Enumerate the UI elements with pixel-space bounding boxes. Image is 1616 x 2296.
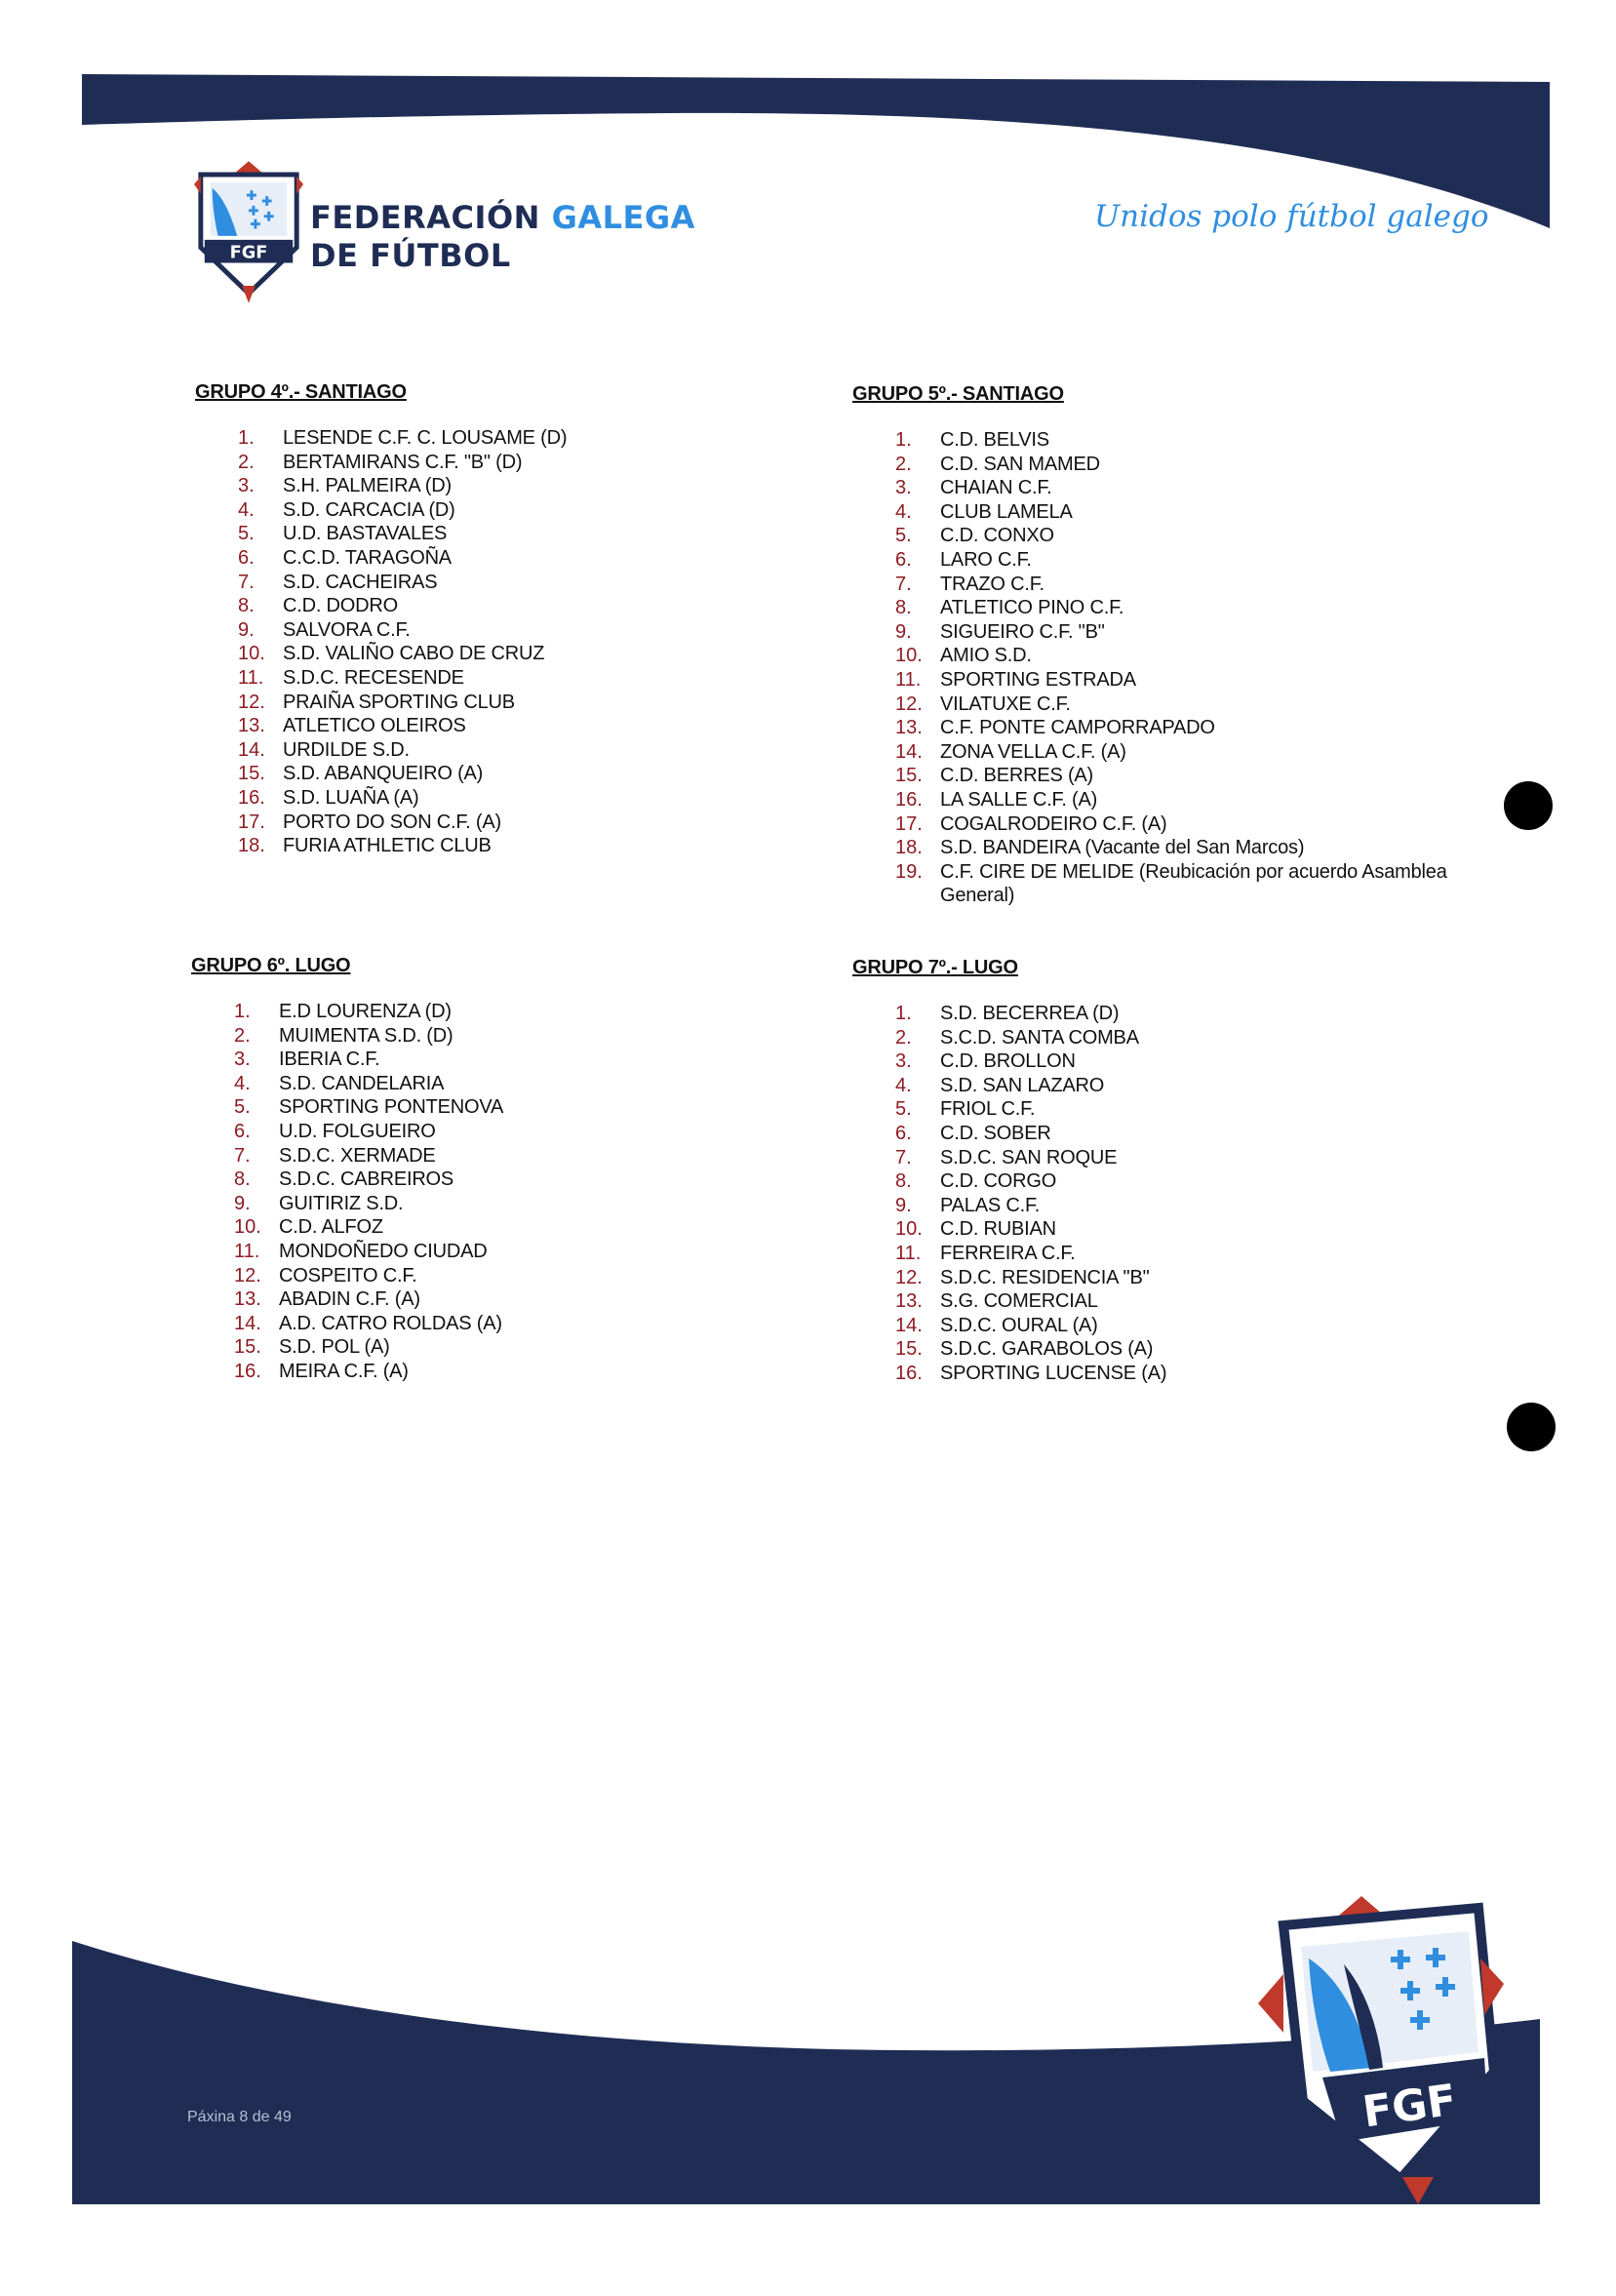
team-number: 13. bbox=[234, 1288, 261, 1311]
team-name: TRAZO C.F. bbox=[940, 573, 1044, 595]
team-number: 5. bbox=[234, 1096, 251, 1119]
team-item bbox=[895, 860, 1457, 908]
team-item bbox=[895, 1074, 1457, 1098]
team-item bbox=[238, 546, 800, 571]
team-name: SPORTING ESTRADA bbox=[940, 668, 1136, 691]
team-item bbox=[234, 1335, 796, 1360]
team-item bbox=[238, 714, 800, 738]
team-number: 4. bbox=[895, 500, 912, 523]
team-name: S.D. CACHEIRAS bbox=[283, 571, 438, 593]
team-item bbox=[895, 836, 1457, 860]
team-item bbox=[234, 1095, 796, 1120]
team-item bbox=[895, 764, 1457, 788]
team-name: S.G. COMERCIAL bbox=[940, 1290, 1098, 1313]
team-item bbox=[895, 1337, 1457, 1362]
team-name: S.D. BECERREA (D) bbox=[940, 1003, 1120, 1024]
team-number: 4. bbox=[895, 1074, 912, 1096]
team-name: FERREIRA C.F. bbox=[940, 1242, 1076, 1264]
team-number: 8. bbox=[234, 1168, 251, 1191]
team-item bbox=[238, 451, 800, 475]
team-item bbox=[895, 1217, 1457, 1242]
team-name: MUIMENTA S.D. (D) bbox=[279, 1024, 453, 1047]
team-item bbox=[895, 620, 1457, 645]
team-name: SALVORA C.F. bbox=[283, 618, 411, 641]
team-number: 6. bbox=[895, 548, 912, 571]
team-item bbox=[234, 1192, 796, 1216]
team-number: 4. bbox=[238, 498, 255, 521]
group-5-santiago bbox=[852, 383, 1457, 908]
team-number: 16. bbox=[895, 1362, 923, 1384]
team-item bbox=[895, 1122, 1457, 1146]
team-name: FRIOL C.F. bbox=[940, 1098, 1036, 1121]
team-number: 13. bbox=[238, 715, 265, 737]
team-number: 9. bbox=[895, 620, 912, 643]
team-name: GUITIRIZ S.D. bbox=[279, 1192, 404, 1214]
team-name: E.D LOURENZA (D) bbox=[279, 1001, 452, 1022]
team-item bbox=[895, 573, 1457, 597]
team-name: U.D. FOLGUEIRO bbox=[279, 1120, 436, 1142]
team-number: 2. bbox=[895, 1026, 912, 1049]
team-item bbox=[895, 1362, 1457, 1386]
team-item bbox=[895, 1194, 1457, 1218]
team-number: 3. bbox=[895, 1050, 912, 1073]
team-name: S.D. VALIÑO CABO DE CRUZ bbox=[283, 643, 545, 665]
team-item bbox=[238, 498, 800, 523]
team-item bbox=[238, 571, 800, 595]
team-item bbox=[238, 786, 800, 811]
team-name: ATLETICO PINO C.F. bbox=[940, 597, 1124, 619]
team-number: 16. bbox=[895, 788, 923, 811]
team-item bbox=[238, 691, 800, 715]
team-name: C.D. CORGO bbox=[940, 1170, 1057, 1193]
team-name: ATLETICO OLEIROS bbox=[283, 715, 466, 737]
team-item bbox=[234, 1240, 796, 1264]
tagline: Unidos polo fútbol galego bbox=[1094, 199, 1489, 234]
team-number: 8. bbox=[895, 597, 912, 619]
team-item bbox=[895, 644, 1457, 668]
team-number: 1. bbox=[895, 429, 912, 451]
team-number: 14. bbox=[895, 1314, 923, 1336]
team-number: 12. bbox=[895, 693, 923, 715]
team-number: 11. bbox=[895, 1242, 922, 1264]
team-name: LESENDE C.F. C. LOUSAME (D) bbox=[283, 427, 568, 449]
team-item bbox=[895, 693, 1457, 717]
team-number: 3. bbox=[895, 477, 912, 499]
team-name: S.D.C. SAN ROQUE bbox=[940, 1146, 1118, 1168]
team-name: VILATUXE C.F. bbox=[940, 693, 1071, 715]
org-name-primary: FEDERACIÓN bbox=[310, 199, 540, 236]
team-number: 7. bbox=[238, 571, 255, 593]
team-item bbox=[238, 642, 800, 666]
team-name: SIGUEIRO C.F. "B" bbox=[940, 620, 1105, 643]
team-number: 6. bbox=[234, 1120, 251, 1142]
team-item bbox=[234, 1000, 796, 1024]
team-number: 15. bbox=[238, 763, 265, 785]
team-number: 12. bbox=[234, 1264, 261, 1287]
team-name: COGALRODEIRO C.F. (A) bbox=[940, 812, 1167, 835]
org-name-accent: GALEGA bbox=[551, 199, 695, 236]
team-item bbox=[234, 1287, 796, 1312]
team-name: SPORTING LUCENSE (A) bbox=[940, 1362, 1167, 1384]
team-number: 5. bbox=[895, 525, 912, 547]
team-item bbox=[895, 500, 1457, 525]
team-number: 11. bbox=[895, 668, 922, 691]
team-name: C.D. RUBIAN bbox=[940, 1218, 1056, 1241]
team-item bbox=[234, 1215, 796, 1240]
team-number: 7. bbox=[895, 573, 912, 595]
punch-hole bbox=[1507, 1403, 1556, 1451]
team-number: 10. bbox=[234, 1216, 261, 1239]
team-name: PRAIÑA SPORTING CLUB bbox=[283, 691, 515, 713]
team-number: 6. bbox=[238, 546, 255, 569]
organization-name bbox=[310, 199, 695, 275]
team-name: C.D. DODRO bbox=[283, 595, 399, 617]
page-number: Páxina 8 de 49 bbox=[187, 2109, 292, 2125]
team-number: 5. bbox=[238, 523, 255, 545]
team-item bbox=[238, 811, 800, 835]
group-title: GRUPO 7º.- LUGO bbox=[852, 957, 1018, 978]
team-number: 1. bbox=[238, 427, 255, 449]
team-name: C.D. SAN MAMED bbox=[940, 453, 1100, 475]
team-item bbox=[238, 594, 800, 618]
team-list bbox=[191, 1000, 796, 1384]
team-number: 1. bbox=[234, 1001, 251, 1022]
team-number: 18. bbox=[238, 835, 265, 857]
team-name: SPORTING PONTENOVA bbox=[279, 1096, 504, 1119]
team-number: 9. bbox=[238, 618, 255, 641]
team-item bbox=[234, 1264, 796, 1288]
team-item bbox=[895, 1146, 1457, 1170]
team-number: 19. bbox=[895, 860, 923, 883]
group-7-lugo bbox=[852, 957, 1457, 1386]
team-number: 10. bbox=[895, 645, 923, 667]
team-name: BERTAMIRANS C.F. "B" (D) bbox=[283, 451, 523, 473]
team-item bbox=[238, 618, 800, 643]
team-name: S.D. CARCACIA (D) bbox=[283, 498, 455, 521]
team-name: C.D. CONXO bbox=[940, 525, 1054, 547]
fgf-logo bbox=[191, 158, 306, 304]
team-name: AMIO S.D. bbox=[940, 645, 1032, 667]
team-name: C.F. CIRE DE MELIDE (Reubicación por acuerdo Asamblea General) bbox=[940, 860, 1447, 907]
team-number: 7. bbox=[895, 1146, 912, 1168]
team-number: 16. bbox=[238, 786, 265, 809]
team-name: C.D. BERRES (A) bbox=[940, 765, 1094, 787]
team-number: 14. bbox=[238, 738, 265, 761]
team-name: COSPEITO C.F. bbox=[279, 1264, 417, 1287]
team-item bbox=[895, 812, 1457, 837]
team-list bbox=[852, 1002, 1457, 1386]
team-item bbox=[895, 596, 1457, 620]
team-number: 13. bbox=[895, 717, 923, 739]
team-item bbox=[895, 788, 1457, 812]
team-item bbox=[234, 1024, 796, 1049]
team-number: 10. bbox=[238, 643, 265, 665]
team-item bbox=[895, 453, 1457, 477]
team-name: C.D. ALFOZ bbox=[279, 1216, 383, 1239]
punch-hole bbox=[1504, 781, 1553, 830]
team-name: ZONA VELLA C.F. (A) bbox=[940, 740, 1126, 763]
team-list bbox=[852, 428, 1457, 908]
team-name: S.D.C. RECESENDE bbox=[283, 666, 464, 689]
team-name: S.D.C. XERMADE bbox=[279, 1144, 436, 1167]
team-number: 10. bbox=[895, 1218, 923, 1241]
team-number: 4. bbox=[234, 1072, 251, 1094]
team-name: C.F. PONTE CAMPORRAPADO bbox=[940, 717, 1215, 739]
team-item bbox=[895, 1049, 1457, 1074]
team-number: 18. bbox=[895, 837, 923, 859]
team-number: 12. bbox=[895, 1266, 923, 1288]
team-name: URDILDE S.D. bbox=[283, 738, 410, 761]
team-item bbox=[238, 834, 800, 858]
team-number: 7. bbox=[234, 1144, 251, 1167]
team-name: FURIA ATHLETIC CLUB bbox=[283, 835, 492, 857]
team-item bbox=[238, 426, 800, 451]
team-item bbox=[895, 1242, 1457, 1266]
team-number: 9. bbox=[234, 1192, 251, 1214]
team-name: LARO C.F. bbox=[940, 548, 1032, 571]
team-name: C.D. SOBER bbox=[940, 1122, 1051, 1144]
org-name-secondary: DE FÚTBOL bbox=[310, 237, 511, 274]
team-item bbox=[234, 1072, 796, 1096]
group-title: GRUPO 4º.- SANTIAGO bbox=[195, 381, 407, 403]
team-name: S.D. CANDELARIA bbox=[279, 1072, 445, 1094]
team-number: 6. bbox=[895, 1122, 912, 1144]
team-name: A.D. CATRO ROLDAS (A) bbox=[279, 1312, 502, 1334]
team-item bbox=[238, 666, 800, 691]
team-item bbox=[238, 522, 800, 546]
team-item bbox=[895, 548, 1457, 573]
team-number: 2. bbox=[238, 451, 255, 473]
team-name: CHAIAN C.F. bbox=[940, 477, 1052, 499]
team-item bbox=[895, 524, 1457, 548]
team-item bbox=[895, 428, 1457, 453]
team-name: ABADIN C.F. (A) bbox=[279, 1288, 420, 1311]
team-name: S.D. BANDEIRA (Vacante del San Marcos) bbox=[940, 837, 1305, 859]
team-item bbox=[234, 1144, 796, 1168]
team-number: 8. bbox=[895, 1170, 912, 1193]
group-6-lugo bbox=[191, 955, 796, 1384]
team-name: C.D. BROLLON bbox=[940, 1050, 1076, 1073]
team-number: 8. bbox=[238, 595, 255, 617]
team-number: 1. bbox=[895, 1003, 912, 1024]
group-title: GRUPO 6º. LUGO bbox=[191, 955, 351, 976]
team-item bbox=[895, 668, 1457, 693]
team-item bbox=[234, 1048, 796, 1072]
team-number: 3. bbox=[234, 1049, 251, 1071]
team-item bbox=[234, 1120, 796, 1144]
team-item bbox=[895, 476, 1457, 500]
team-name: C.D. BELVIS bbox=[940, 429, 1049, 451]
team-name: S.D. LUAÑA (A) bbox=[283, 786, 419, 809]
team-number: 12. bbox=[238, 691, 265, 713]
fgf-corner-logo bbox=[1254, 1886, 1508, 2208]
corner-logo-text: FGF bbox=[1360, 2075, 1460, 2138]
team-number: 2. bbox=[234, 1024, 251, 1047]
team-item bbox=[895, 1289, 1457, 1314]
team-item bbox=[234, 1360, 796, 1384]
team-item bbox=[895, 1002, 1457, 1026]
team-name: S.D.C. GARABOLOS (A) bbox=[940, 1338, 1154, 1361]
team-name: C.C.D. TARAGOÑA bbox=[283, 546, 452, 569]
team-name: PORTO DO SON C.F. (A) bbox=[283, 811, 501, 833]
team-name: IBERIA C.F. bbox=[279, 1049, 380, 1071]
team-name: MEIRA C.F. (A) bbox=[279, 1360, 409, 1382]
team-number: 11. bbox=[238, 666, 264, 689]
team-name: CLUB LAMELA bbox=[940, 500, 1073, 523]
team-number: 15. bbox=[234, 1336, 261, 1359]
team-number: 2. bbox=[895, 453, 912, 475]
team-number: 17. bbox=[238, 811, 265, 833]
team-name: PALAS C.F. bbox=[940, 1194, 1041, 1216]
team-name: S.D.C. CABREIROS bbox=[279, 1168, 454, 1191]
team-name: U.D. BASTAVALES bbox=[283, 523, 448, 545]
team-item bbox=[895, 1169, 1457, 1194]
team-name: S.D.C. RESIDENCIA "B" bbox=[940, 1266, 1150, 1288]
team-item bbox=[234, 1312, 796, 1336]
header-logo-text: FGF bbox=[229, 243, 268, 263]
team-number: 14. bbox=[895, 740, 923, 763]
team-number: 16. bbox=[234, 1360, 261, 1382]
team-item bbox=[895, 740, 1457, 765]
team-item bbox=[895, 716, 1457, 740]
team-name: S.D.C. OURAL (A) bbox=[940, 1314, 1098, 1336]
team-item bbox=[895, 1026, 1457, 1050]
team-name: MONDOÑEDO CIUDAD bbox=[279, 1240, 488, 1262]
team-name: LA SALLE C.F. (A) bbox=[940, 788, 1098, 811]
team-number: 5. bbox=[895, 1098, 912, 1121]
group-title: GRUPO 5º.- SANTIAGO bbox=[852, 383, 1064, 405]
team-name: S.D. SAN LAZARO bbox=[940, 1074, 1105, 1096]
team-item bbox=[238, 474, 800, 498]
team-number: 17. bbox=[895, 812, 923, 835]
team-item bbox=[895, 1266, 1457, 1290]
team-item bbox=[234, 1168, 796, 1192]
team-item bbox=[895, 1097, 1457, 1122]
team-number: 15. bbox=[895, 1338, 923, 1361]
team-number: 15. bbox=[895, 765, 923, 787]
team-name: S.D. ABANQUEIRO (A) bbox=[283, 763, 484, 785]
team-item bbox=[238, 762, 800, 786]
team-number: 9. bbox=[895, 1194, 912, 1216]
team-number: 3. bbox=[238, 475, 255, 497]
group-4-santiago bbox=[195, 381, 800, 858]
team-item bbox=[238, 738, 800, 763]
team-name: S.C.D. SANTA COMBA bbox=[940, 1026, 1139, 1049]
team-list bbox=[195, 426, 800, 858]
team-name: S.H. PALMEIRA (D) bbox=[283, 475, 452, 497]
team-item bbox=[895, 1314, 1457, 1338]
team-name: S.D. POL (A) bbox=[279, 1336, 390, 1359]
team-number: 11. bbox=[234, 1240, 260, 1262]
team-number: 13. bbox=[895, 1290, 923, 1313]
team-number: 14. bbox=[234, 1312, 261, 1334]
